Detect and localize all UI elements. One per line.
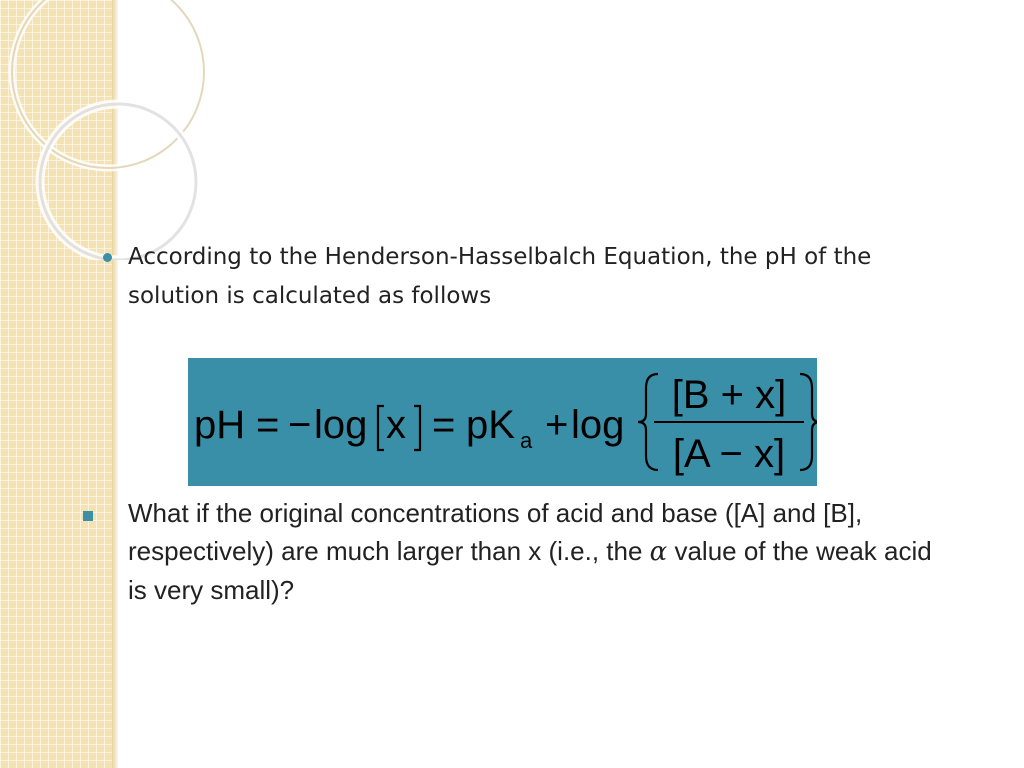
henderson-hasselbalch-equation (188, 358, 817, 486)
bracket-right (414, 406, 420, 450)
equation-subscript-a: a (520, 428, 533, 453)
equation-equals-2: = (432, 403, 456, 447)
equation-numerator: [B + x] (671, 373, 787, 417)
alpha-symbol: α (649, 537, 668, 567)
bullet-dot-icon (103, 253, 112, 262)
equation-equals-1: = (256, 403, 280, 447)
bullet-text-2 (128, 494, 948, 609)
bullet-text-1: According to the Henderson-Hasselbalch Equation, the pH of the solution is calculated as follows (128, 244, 872, 309)
equation-ph: pH (194, 403, 246, 447)
bullet-2-text-start: What if the original concentrations of acid and base ([A] and [B], respectively) are much larger than x (i.e., the (128, 498, 863, 566)
equation-pk: pK (466, 403, 515, 447)
equation-minus: − (288, 403, 312, 447)
bracket-left (378, 406, 384, 450)
equation-x: x (386, 403, 406, 447)
equation-plus: + (545, 403, 569, 447)
bullet-2-text-end: value of the weak acid is very small)? (128, 536, 932, 605)
equation-denominator: [A − x] (672, 432, 786, 476)
equation-box (188, 358, 817, 486)
decorative-rings (0, 0, 240, 260)
equation-log-1: log (314, 403, 368, 447)
equation-log-2: log (571, 403, 625, 447)
bullet-square-icon (83, 511, 93, 521)
